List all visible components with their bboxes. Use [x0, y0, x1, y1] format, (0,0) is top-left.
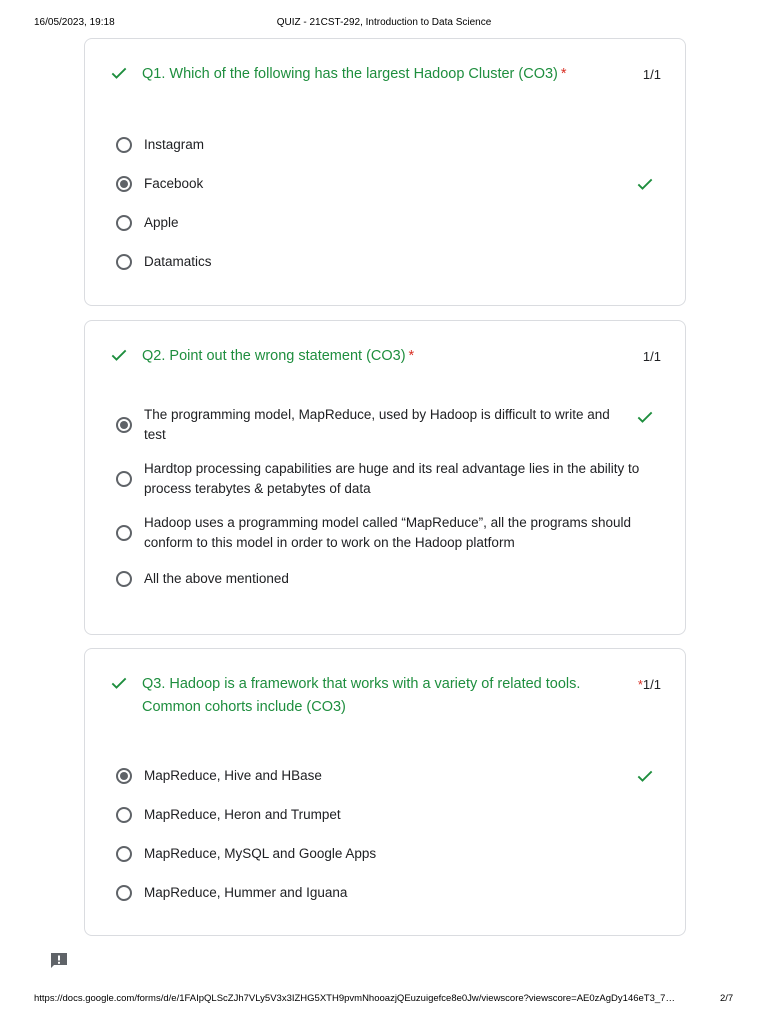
question-text: Q2. Point out the wrong statement (CO3)	[142, 348, 406, 364]
option-item[interactable]	[115, 164, 655, 203]
option-label: Facebook	[144, 175, 204, 191]
option-label: Hardtop processing capabilities are huge and its real advantage lies in the ability to process terabytes & petabytes of data	[144, 461, 640, 496]
required-marker: *	[637, 677, 643, 692]
question-header	[109, 673, 661, 719]
option-label: Hadoop uses a programming model called “MapReduce”, all the programs should conform to this model in order to work on the Hadoop platform	[144, 515, 632, 550]
option-item[interactable]	[115, 405, 655, 445]
option-item[interactable]	[115, 873, 655, 912]
correct-answer-check-icon	[635, 407, 655, 427]
question-title	[142, 345, 631, 368]
question-card-2	[84, 320, 686, 635]
option-item[interactable]	[115, 569, 655, 589]
question-score	[638, 673, 661, 696]
print-doc-title: QUIZ - 21CST-292, Introduction to Data Science	[276, 17, 492, 28]
radio-button[interactable]	[116, 215, 132, 231]
correct-check-icon	[109, 63, 129, 83]
option-item[interactable]	[115, 459, 655, 499]
option-item[interactable]	[115, 834, 655, 873]
question-header	[109, 345, 661, 368]
radio-button[interactable]	[116, 137, 132, 153]
question-title	[142, 673, 626, 719]
option-label: The programming model, MapReduce, used by Hadoop is difficult to write and test	[144, 407, 610, 442]
question-card-3	[84, 648, 686, 936]
print-datetime: 16/05/2023, 19:18	[34, 17, 115, 28]
question-text: Q3. Hadoop is a framework that works with a variety of related tools. Common cohorts include (CO3)	[142, 676, 581, 715]
print-url: https://docs.google.com/forms/d/e/1FAIpQLScZJh7VLy5V3x3IZHG5XTH9pvmNhooazjQEuzuigefce8e0Jw/viewscore?viewscore=AE0zAgDy146eT3_7…	[34, 993, 675, 1004]
correct-answer-check-icon	[635, 766, 655, 786]
option-label: Instagram	[144, 136, 205, 152]
option-item[interactable]	[115, 513, 655, 553]
required-marker: *	[408, 348, 415, 364]
question-text: Q1. Which of the following has the largest Hadoop Cluster (CO3)	[142, 66, 558, 82]
option-label: Apple	[144, 214, 179, 230]
radio-button-selected[interactable]	[116, 176, 132, 192]
option-label: MapReduce, Hive and HBase	[144, 767, 322, 783]
radio-button[interactable]	[116, 846, 132, 862]
score-value: 1/1	[642, 677, 661, 692]
required-marker: *	[560, 66, 567, 82]
option-label: All the above mentioned	[144, 571, 289, 586]
page-number: 2/7	[720, 993, 734, 1004]
option-item[interactable]	[115, 203, 655, 242]
option-item[interactable]	[115, 795, 655, 834]
question-score: 1/1	[642, 349, 661, 364]
question-header	[109, 63, 661, 86]
option-label: MapReduce, Hummer and Iguana	[144, 884, 348, 900]
radio-button[interactable]	[116, 571, 132, 587]
radio-button[interactable]	[116, 254, 132, 270]
radio-button[interactable]	[116, 471, 132, 487]
correct-check-icon	[109, 673, 129, 693]
option-item[interactable]	[115, 125, 655, 164]
report-feedback-icon[interactable]	[49, 951, 69, 971]
correct-answer-check-icon	[635, 174, 655, 194]
radio-button-selected[interactable]	[116, 417, 132, 433]
options-list	[115, 756, 655, 912]
print-header	[0, 17, 768, 31]
option-item[interactable]	[115, 242, 655, 281]
question-score: 1/1	[642, 67, 661, 82]
options-list	[115, 125, 655, 281]
option-label: Datamatics	[144, 253, 212, 269]
options-list	[115, 405, 655, 589]
radio-button-selected[interactable]	[116, 768, 132, 784]
option-label: MapReduce, Heron and Trumpet	[144, 806, 341, 822]
radio-button[interactable]	[116, 885, 132, 901]
question-title	[142, 63, 631, 86]
radio-button[interactable]	[116, 525, 132, 541]
radio-button[interactable]	[116, 807, 132, 823]
question-card-1	[84, 38, 686, 306]
correct-check-icon	[109, 345, 129, 365]
option-label: MapReduce, MySQL and Google Apps	[144, 845, 377, 861]
option-item[interactable]	[115, 756, 655, 795]
